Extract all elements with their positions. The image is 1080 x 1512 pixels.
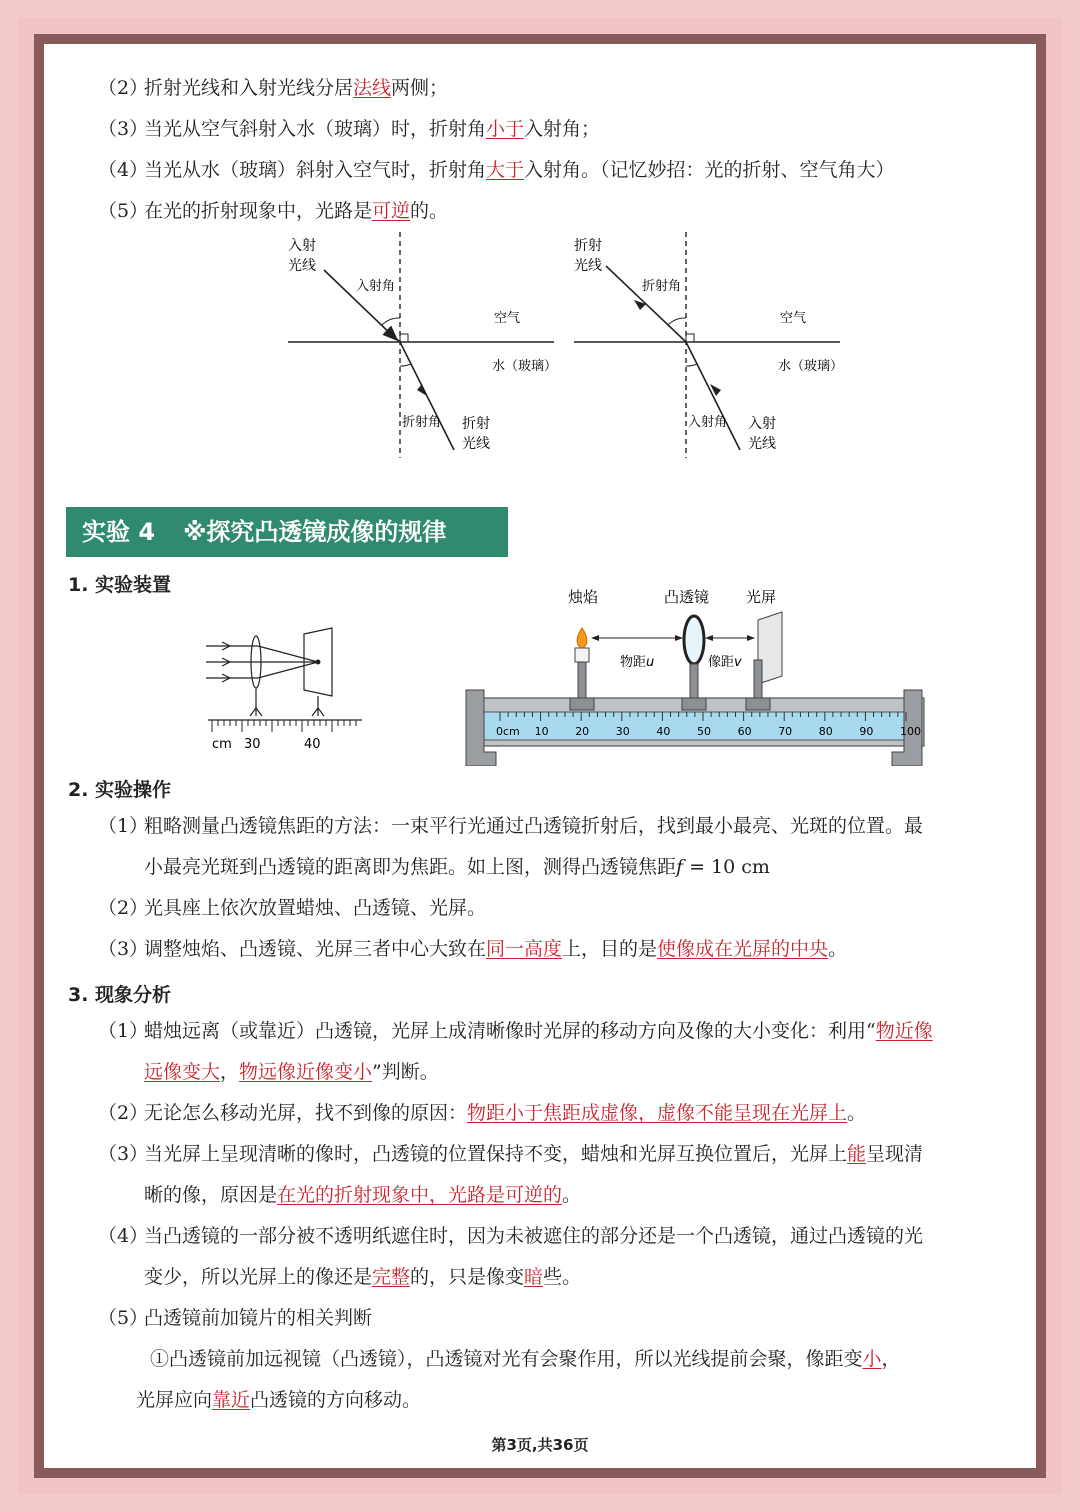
line-text: f xyxy=(676,856,684,878)
answer-text: 在光的折射现象中，光路是可逆的 xyxy=(277,1184,563,1206)
incident-ray xyxy=(686,342,740,450)
banner-number: 实验 4 xyxy=(82,518,156,546)
item-line xyxy=(144,1263,581,1291)
incident-angle-label: 入射角 xyxy=(688,415,728,430)
line-text: 蜡烛远离（或靠近）凸透镜，光屏上成清晰像时光屏的移动方向及像的大小变化：利用“ xyxy=(144,1020,876,1042)
right-angle-mark xyxy=(686,334,694,342)
item-line xyxy=(144,1058,439,1086)
line-text: 变少，所以光屏上的像还是 xyxy=(144,1266,373,1288)
incident-ray-label-1: 入射 xyxy=(748,416,776,432)
bench-scale-label: 70 xyxy=(778,725,793,738)
answer-text: 可逆 xyxy=(372,200,411,222)
incident-angle-arc xyxy=(382,318,400,325)
item-number: （3） xyxy=(98,938,149,960)
refract-angle-label: 折射角 xyxy=(642,279,682,294)
answer-text: 物距小于焦距成虚像，虚像不能呈现在光屏上 xyxy=(467,1102,848,1124)
line-text: ， xyxy=(881,1348,901,1370)
line-text: 当光屏上呈现清晰的像时，凸透镜的位置保持不变，蜡烛和光屏互换位置后，光屏上 xyxy=(144,1143,848,1165)
item-number: （4） xyxy=(98,159,149,181)
item-number: （5） xyxy=(98,1307,149,1329)
screen-post xyxy=(754,660,762,704)
sub-line xyxy=(150,1345,901,1373)
line-text: 。 xyxy=(847,1102,867,1124)
line-text: 入射角； xyxy=(524,118,601,140)
item-line xyxy=(144,853,770,881)
refract-ray-label-1: 折射 xyxy=(574,238,602,254)
air-label: 空气 xyxy=(780,311,807,326)
line-text: ”判断。 xyxy=(372,1061,439,1083)
refracted-ray-arrow xyxy=(417,384,427,396)
incident-ray-tail xyxy=(392,335,400,342)
incident-ray-label-2: 光线 xyxy=(288,258,316,274)
candle-label: 烛焰 xyxy=(568,588,599,606)
candle-post xyxy=(578,658,586,704)
line-text: 凸透镜的方向移动。 xyxy=(250,1389,422,1411)
answer-text: 远像变大 xyxy=(144,1061,221,1083)
image-distance-label: 像距v xyxy=(708,655,742,670)
line-text: 调整烛焰、凸透镜、光屏三者中心大致在 xyxy=(144,938,487,960)
document-page xyxy=(44,44,1036,1468)
item-number: （5） xyxy=(98,200,149,222)
refract-angle-label: 折射角 xyxy=(402,415,442,430)
line-text: 粗略测量凸透镜焦距的方法：一束平行光通过凸透镜折射后，找到最小最亮、光斑的位置。最 xyxy=(144,815,924,837)
lens-label: 凸透镜 xyxy=(664,588,710,606)
item-line xyxy=(144,1140,923,1168)
item-number: （1） xyxy=(98,1020,149,1042)
refract-angle-arc xyxy=(668,318,686,325)
item-number: （4） xyxy=(98,1225,149,1247)
bench-scale-label: 0cm xyxy=(496,725,520,738)
line-text: 当光从水（玻璃）斜射入空气时，折射角 xyxy=(144,159,487,181)
bench-scale-label: 60 xyxy=(737,725,752,738)
right-angle-mark xyxy=(400,334,408,342)
item-line xyxy=(144,1304,372,1332)
focal-length-diagram xyxy=(202,620,372,760)
line-text: 在光的折射现象中，光路是 xyxy=(144,200,373,222)
line-text: 上，目的是 xyxy=(562,938,658,960)
bench-scale-label: 90 xyxy=(859,725,874,738)
scale-unit: cm xyxy=(212,737,232,752)
sub-line xyxy=(136,1386,421,1414)
item-number: （3） xyxy=(98,1143,149,1165)
answer-text: 物近像 xyxy=(875,1020,933,1042)
refract-ray-label-1: 折射 xyxy=(462,416,490,432)
item-line xyxy=(144,1222,923,1250)
item-number: （2） xyxy=(98,1102,149,1124)
answer-text: 法线 xyxy=(353,77,392,99)
line-text: 两侧； xyxy=(391,77,449,99)
refract-ray-label-2: 光线 xyxy=(574,258,602,274)
line-text: 当光从空气斜射入水（玻璃）时，折射角 xyxy=(144,118,487,140)
bench-scale-label: 40 xyxy=(656,725,671,738)
line-text: 光具座上依次放置蜡烛、凸透镜、光屏。 xyxy=(144,897,487,919)
lens-holder xyxy=(682,698,706,710)
object-distance-label: 物距u xyxy=(620,655,655,670)
screen-holder xyxy=(746,698,770,710)
line-text: 晰的像，原因是 xyxy=(144,1184,278,1206)
line-text: 小最亮光斑到凸透镜的距离即为焦距。如上图，测得凸透镜焦距 xyxy=(144,856,677,878)
item-line xyxy=(144,935,847,963)
line-text: 的，只是像变 xyxy=(410,1266,525,1288)
optical-bench-diagram xyxy=(462,580,942,766)
item-line xyxy=(144,894,486,922)
line-text: ①凸透镜前加远视镜（凸透镜），凸透镜对光有会聚作用，所以光线提前会聚，像距变 xyxy=(150,1348,863,1370)
answer-text: 使像成在光屏的中央 xyxy=(657,938,829,960)
experiment-banner xyxy=(66,507,508,557)
bench-scale-label: 80 xyxy=(818,725,833,738)
section-2-title: 2. 实验操作 xyxy=(68,779,172,801)
item-line xyxy=(144,1099,866,1127)
candle-flame xyxy=(577,628,587,648)
answer-text: 小于 xyxy=(486,118,525,140)
line-text: 当凸透镜的一部分被不透明纸遮住时，因为未被遮住的部分还是一个凸透镜，通过凸透镜的光 xyxy=(144,1225,924,1247)
item-line xyxy=(144,1017,933,1045)
section-1-title: 1. 实验装置 xyxy=(68,574,172,596)
refract-ray-label-2: 光线 xyxy=(462,436,490,452)
water-label: 水（玻璃） xyxy=(492,359,558,374)
answer-text: 大于 xyxy=(486,159,525,181)
refraction-diagram-right xyxy=(560,230,860,460)
line-text: 。 xyxy=(562,1184,582,1206)
line-text: 入射角。（记忆妙招：光的折射、空气角大） xyxy=(524,159,895,181)
answer-text: 能 xyxy=(847,1143,867,1165)
page-footer: 第3页,共36页 xyxy=(491,1436,589,1454)
incident-ray-label-1: 入射 xyxy=(288,238,316,254)
section-3-title: 3. 现象分析 xyxy=(68,984,172,1006)
line-text: 无论怎么移动光屏，找不到像的原因： xyxy=(144,1102,468,1124)
rule-line xyxy=(144,74,448,102)
water-label: 水（玻璃） xyxy=(778,359,844,374)
line-text: ， xyxy=(220,1061,240,1083)
incident-ray-label-2: 光线 xyxy=(748,436,776,452)
bench-scale-label: 10 xyxy=(534,725,549,738)
scale-tick-b: 40 xyxy=(304,737,321,752)
line-text: 凸透镜前加镜片的相关判断 xyxy=(144,1307,373,1329)
answer-text: 同一高度 xyxy=(486,938,563,960)
item-line xyxy=(144,1181,581,1209)
item-number: （1） xyxy=(98,815,149,837)
rule-line xyxy=(144,156,895,184)
bench-scale-label: 30 xyxy=(615,725,630,738)
line-text: 折射光线和入射光线分居 xyxy=(144,77,354,99)
candle-holder xyxy=(570,698,594,710)
line-text: 的。 xyxy=(410,200,449,222)
item-line xyxy=(144,812,923,840)
answer-text: 完整 xyxy=(372,1266,411,1288)
bench-scale-label: 100 xyxy=(900,725,921,738)
item-number: （3） xyxy=(98,118,149,140)
answer-text: 物远像近像变小 xyxy=(239,1061,373,1083)
line-text: 。 xyxy=(828,938,848,960)
banner-title: ※探究凸透镜成像的规律 xyxy=(183,518,447,546)
incident-angle-arc xyxy=(686,364,697,366)
incident-angle-label: 入射角 xyxy=(356,279,396,294)
bench-scale-label: 50 xyxy=(697,725,711,738)
line-text: 些。 xyxy=(543,1266,582,1288)
bench-scale-label: 20 xyxy=(575,725,590,738)
air-label: 空气 xyxy=(494,311,521,326)
item-number: （2） xyxy=(98,77,149,99)
answer-text: 靠近 xyxy=(212,1389,251,1411)
rule-line xyxy=(144,115,600,143)
refraction-diagram-left xyxy=(274,230,574,460)
line-text: 呈现清 xyxy=(866,1143,924,1165)
scale-tick-a: 30 xyxy=(244,737,261,752)
line-text: 光屏应向 xyxy=(136,1389,213,1411)
convex-lens xyxy=(684,616,704,664)
answer-text: 小 xyxy=(862,1348,882,1370)
line-text: = 10 cm xyxy=(683,856,770,878)
refract-angle-arc xyxy=(400,364,411,366)
candle-body xyxy=(575,648,589,662)
item-number: （2） xyxy=(98,897,149,919)
rule-line xyxy=(144,197,448,225)
screen-label: 光屏 xyxy=(746,588,777,606)
answer-text: 暗 xyxy=(524,1266,544,1288)
